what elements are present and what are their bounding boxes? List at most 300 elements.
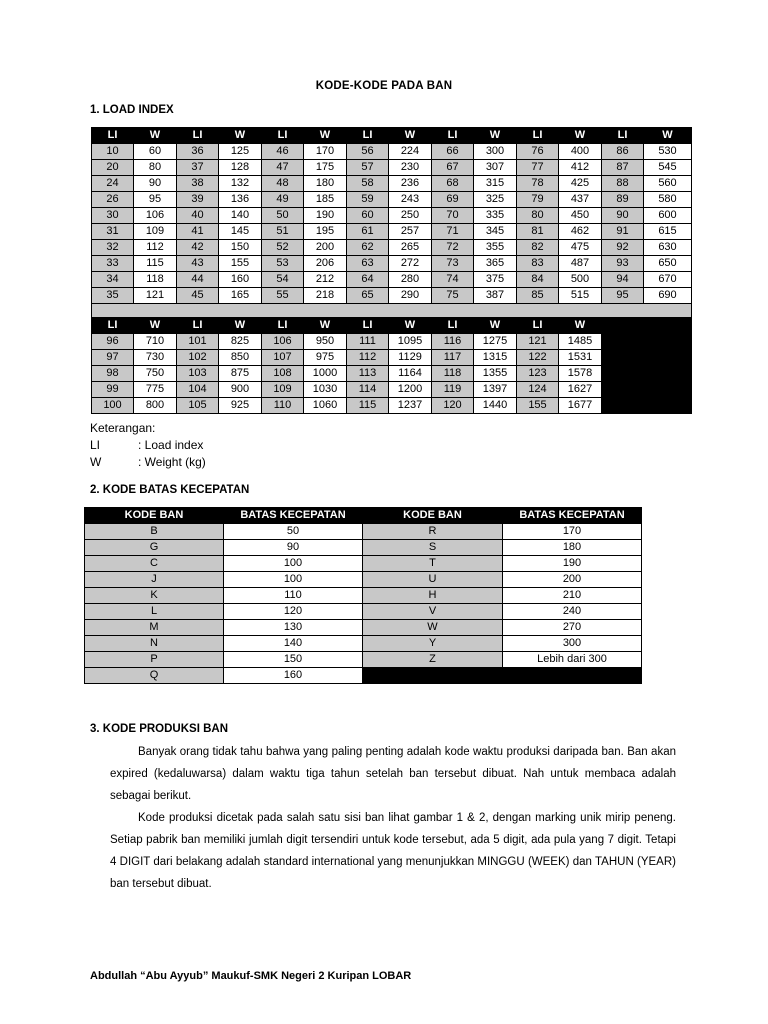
weight-cell: 800 <box>134 398 177 414</box>
load-index-cell: 42 <box>177 240 219 256</box>
speed-limit-cell: 100 <box>224 572 363 588</box>
weight-cell: 710 <box>134 334 177 350</box>
keterangan-item <box>90 454 206 471</box>
load-index-cell: 34 <box>92 272 134 288</box>
weight-cell: 118 <box>134 272 177 288</box>
weight-cell: 690 <box>644 288 692 304</box>
keterangan-key: LI <box>90 438 101 452</box>
load-index-cell: 86 <box>602 144 644 160</box>
weight-cell: 900 <box>219 382 262 398</box>
weight-cell: 180 <box>304 176 347 192</box>
column-header-w: W <box>389 128 432 144</box>
weight-cell: 257 <box>389 224 432 240</box>
speed-limit-cell: 120 <box>224 604 363 620</box>
speed-code-cell: N <box>85 636 224 652</box>
weight-cell: 280 <box>389 272 432 288</box>
column-header-w: W <box>559 128 602 144</box>
speed-limit-cell: 270 <box>503 620 642 636</box>
table-row <box>85 604 642 620</box>
load-index-cell: 84 <box>517 272 559 288</box>
table-row <box>85 588 642 604</box>
load-index-cell: 74 <box>432 272 474 288</box>
weight-cell: 412 <box>559 160 602 176</box>
page-title: KODE-KODE PADA BAN <box>315 80 453 92</box>
load-index-cell: 46 <box>262 144 304 160</box>
weight-cell: 265 <box>389 240 432 256</box>
weight-cell: 136 <box>219 192 262 208</box>
load-index-cell: 99 <box>92 382 134 398</box>
load-index-cell: 91 <box>602 224 644 240</box>
load-index-cell: 105 <box>177 398 219 414</box>
weight-cell: 545 <box>644 160 692 176</box>
weight-cell: 109 <box>134 224 177 240</box>
load-index-cell: 30 <box>92 208 134 224</box>
speed-limit-cell: 110 <box>224 588 363 604</box>
speed-limit-cell: 90 <box>224 540 363 556</box>
load-index-cell: 79 <box>517 192 559 208</box>
load-index-cell: 82 <box>517 240 559 256</box>
paragraph-1: Banyak orang tidak tahu bahwa yang paling penting adalah kode waktu produksi daripada ban. Ban akan expired (kedaluwarsa) dalam waktu tiga tahun setelah ban tersebut dibuat. Nah untuk membaca adalah sebagai berikut. <box>110 746 676 802</box>
load-index-cell: 67 <box>432 160 474 176</box>
load-index-cell: 83 <box>517 256 559 272</box>
table-row <box>92 288 692 304</box>
weight-cell: 1129 <box>389 350 432 366</box>
load-index-cell: 102 <box>177 350 219 366</box>
table-row <box>92 144 692 160</box>
load-index-cell: 58 <box>347 176 389 192</box>
table-row <box>85 540 642 556</box>
speed-code-cell: S <box>363 540 503 556</box>
blank-black-cell <box>602 334 692 414</box>
load-index-cell: 103 <box>177 366 219 382</box>
weight-cell: 530 <box>644 144 692 160</box>
load-index-cell: 68 <box>432 176 474 192</box>
load-index-cell: 118 <box>432 366 474 382</box>
load-index-cell: 50 <box>262 208 304 224</box>
weight-cell: 165 <box>219 288 262 304</box>
column-header-w: W <box>474 128 517 144</box>
load-index-cell: 31 <box>92 224 134 240</box>
load-index-cell: 106 <box>262 334 304 350</box>
weight-cell: 1164 <box>389 366 432 382</box>
load-index-cell: 62 <box>347 240 389 256</box>
speed-code-cell: P <box>85 652 224 668</box>
table-row <box>85 668 642 684</box>
weight-cell: 387 <box>474 288 517 304</box>
speed-limit-cell: 50 <box>224 524 363 540</box>
load-index-cell: 35 <box>92 288 134 304</box>
load-index-cell: 75 <box>432 288 474 304</box>
column-header-w: W <box>134 128 177 144</box>
weight-cell: 145 <box>219 224 262 240</box>
load-index-cell: 73 <box>432 256 474 272</box>
weight-cell: 170 <box>304 144 347 160</box>
load-index-cell: 33 <box>92 256 134 272</box>
column-header-li: LI <box>347 318 389 334</box>
speed-code-cell: T <box>363 556 503 572</box>
column-header-li: LI <box>517 318 559 334</box>
weight-cell: 630 <box>644 240 692 256</box>
column-header-w: W <box>474 318 517 334</box>
load-index-cell: 32 <box>92 240 134 256</box>
weight-cell: 1627 <box>559 382 602 398</box>
load-index-cell: 94 <box>602 272 644 288</box>
load-index-cell: 90 <box>602 208 644 224</box>
weight-cell: 615 <box>644 224 692 240</box>
weight-cell: 160 <box>219 272 262 288</box>
load-index-cell: 108 <box>262 366 304 382</box>
weight-cell: 475 <box>559 240 602 256</box>
load-index-cell: 122 <box>517 350 559 366</box>
weight-cell: 1397 <box>474 382 517 398</box>
speed-limit-cell: 130 <box>224 620 363 636</box>
speed-code-cell: C <box>85 556 224 572</box>
blank-header-cell <box>644 318 692 334</box>
keterangan-label: Keterangan: <box>90 421 156 435</box>
weight-cell: 600 <box>644 208 692 224</box>
load-index-cell: 57 <box>347 160 389 176</box>
load-index-cell: 77 <box>517 160 559 176</box>
speed-code-cell: J <box>85 572 224 588</box>
paragraph-2: Kode produksi dicetak pada salah satu sisi ban lihat gambar 1 & 2, dengan marking unik mirip peneng. Setiap pabrik ban memiliki jumlah digit tersendiri untuk kode tersebut, ada 5 digit, ada pula yang 7 digit. Tetapi 4 DIGIT dari belakang adalah standard international yang menunjukkan MINGGU (WEEK) dan TAHUN (YEAR) ban tersebut dibuat. <box>110 812 676 890</box>
weight-cell: 236 <box>389 176 432 192</box>
weight-cell: 230 <box>389 160 432 176</box>
weight-cell: 90 <box>134 176 177 192</box>
weight-cell: 825 <box>219 334 262 350</box>
weight-cell: 375 <box>474 272 517 288</box>
weight-cell: 121 <box>134 288 177 304</box>
spacer-row <box>92 304 692 318</box>
speed-code-cell: W <box>363 620 503 636</box>
speed-code-cell: Q <box>85 668 224 684</box>
column-header-w: W <box>134 318 177 334</box>
weight-cell: 1355 <box>474 366 517 382</box>
weight-cell: 325 <box>474 192 517 208</box>
weight-cell: 365 <box>474 256 517 272</box>
column-header-li: LI <box>432 128 474 144</box>
column-header-li: LI <box>92 318 134 334</box>
load-index-cell: 95 <box>602 288 644 304</box>
load-index-cell: 101 <box>177 334 219 350</box>
load-index-cell: 37 <box>177 160 219 176</box>
speed-limit-cell: 300 <box>503 636 642 652</box>
weight-cell: 155 <box>219 256 262 272</box>
load-index-cell: 117 <box>432 350 474 366</box>
column-header-w: W <box>304 318 347 334</box>
column-header: BATAS KECEPATAN <box>503 508 642 524</box>
column-header-li: LI <box>432 318 474 334</box>
weight-cell: 60 <box>134 144 177 160</box>
load-index-cell: 39 <box>177 192 219 208</box>
load-index-cell: 155 <box>517 398 559 414</box>
load-index-cell: 36 <box>177 144 219 160</box>
weight-cell: 875 <box>219 366 262 382</box>
load-index-cell: 44 <box>177 272 219 288</box>
weight-cell: 1578 <box>559 366 602 382</box>
column-header-li: LI <box>92 128 134 144</box>
speed-code-cell: K <box>85 588 224 604</box>
table-row <box>85 636 642 652</box>
load-index-cell: 66 <box>432 144 474 160</box>
table-row <box>92 224 692 240</box>
weight-cell: 925 <box>219 398 262 414</box>
load-index-cell: 76 <box>517 144 559 160</box>
load-index-cell: 71 <box>432 224 474 240</box>
load-index-cell: 104 <box>177 382 219 398</box>
load-index-cell: 45 <box>177 288 219 304</box>
speed-code-cell: R <box>363 524 503 540</box>
speed-code-cell: M <box>85 620 224 636</box>
load-index-cell: 24 <box>92 176 134 192</box>
weight-cell: 335 <box>474 208 517 224</box>
load-index-cell: 52 <box>262 240 304 256</box>
load-index-cell: 100 <box>92 398 134 414</box>
speed-code-cell: U <box>363 572 503 588</box>
weight-cell: 1275 <box>474 334 517 350</box>
weight-cell: 775 <box>134 382 177 398</box>
load-index-cell: 98 <box>92 366 134 382</box>
speed-limit-cell: 100 <box>224 556 363 572</box>
weight-cell: 500 <box>559 272 602 288</box>
load-index-cell: 20 <box>92 160 134 176</box>
table-row <box>85 556 642 572</box>
weight-cell: 850 <box>219 350 262 366</box>
load-index-cell: 78 <box>517 176 559 192</box>
weight-cell: 1485 <box>559 334 602 350</box>
load-index-cell: 53 <box>262 256 304 272</box>
load-index-cell: 40 <box>177 208 219 224</box>
load-index-cell: 48 <box>262 176 304 192</box>
weight-cell: 515 <box>559 288 602 304</box>
speed-limit-cell: 170 <box>503 524 642 540</box>
load-index-cell: 80 <box>517 208 559 224</box>
load-index-cell: 43 <box>177 256 219 272</box>
speed-header-row <box>85 508 642 524</box>
load-index-cell: 111 <box>347 334 389 350</box>
weight-cell: 315 <box>474 176 517 192</box>
section-heading-production: 3. KODE PRODUKSI BAN <box>90 723 229 735</box>
load-index-cell: 116 <box>432 334 474 350</box>
table-row <box>85 572 642 588</box>
keterangan-desc: : Load index <box>138 438 204 452</box>
weight-cell: 1315 <box>474 350 517 366</box>
speed-code-cell: Y <box>363 636 503 652</box>
speed-code-cell: B <box>85 524 224 540</box>
footer-author: Abdullah “Abu Ayyub” Maukuf-SMK Negeri 2 Kuripan LOBAR <box>90 970 412 982</box>
weight-cell: 560 <box>644 176 692 192</box>
weight-cell: 224 <box>389 144 432 160</box>
speed-code-cell: L <box>85 604 224 620</box>
table-row <box>92 160 692 176</box>
load-index-cell: 112 <box>347 350 389 366</box>
section-heading-load-index: 1. LOAD INDEX <box>90 104 174 116</box>
weight-cell: 185 <box>304 192 347 208</box>
speed-code-cell: H <box>363 588 503 604</box>
weight-cell: 150 <box>219 240 262 256</box>
load-index-cell: 72 <box>432 240 474 256</box>
weight-cell: 175 <box>304 160 347 176</box>
weight-cell: 400 <box>559 144 602 160</box>
speed-code-cell: Z <box>363 652 503 668</box>
table-row <box>92 176 692 192</box>
load-index-cell: 10 <box>92 144 134 160</box>
load-index-cell: 109 <box>262 382 304 398</box>
speed-code-cell: V <box>363 604 503 620</box>
weight-cell: 1030 <box>304 382 347 398</box>
load-index-cell: 89 <box>602 192 644 208</box>
weight-cell: 200 <box>304 240 347 256</box>
column-header-li: LI <box>602 128 644 144</box>
table-row <box>85 524 642 540</box>
column-header-li: LI <box>177 128 219 144</box>
column-header-li: LI <box>262 128 304 144</box>
weight-cell: 670 <box>644 272 692 288</box>
load-index-cell: 26 <box>92 192 134 208</box>
speed-limit-cell: 160 <box>224 668 363 684</box>
load-index-cell: 85 <box>517 288 559 304</box>
weight-cell: 243 <box>389 192 432 208</box>
load-index-cell: 59 <box>347 192 389 208</box>
speed-code-table <box>84 507 642 684</box>
weight-cell: 650 <box>644 256 692 272</box>
column-header-w: W <box>304 128 347 144</box>
load-index-cell: 93 <box>602 256 644 272</box>
load-index-cell: 92 <box>602 240 644 256</box>
weight-cell: 450 <box>559 208 602 224</box>
spacer-cell <box>92 304 692 318</box>
table-row <box>85 652 642 668</box>
keterangan-item <box>90 437 206 454</box>
load-index-cell: 96 <box>92 334 134 350</box>
speed-limit-cell: 190 <box>503 556 642 572</box>
load-index-cell: 119 <box>432 382 474 398</box>
load-index-cell: 38 <box>177 176 219 192</box>
table-row <box>92 208 692 224</box>
weight-cell: 128 <box>219 160 262 176</box>
weight-cell: 1531 <box>559 350 602 366</box>
load-index-cell: 64 <box>347 272 389 288</box>
column-header: KODE BAN <box>363 508 503 524</box>
section-heading-speed: 2. KODE BATAS KECEPATAN <box>90 484 250 496</box>
weight-cell: 212 <box>304 272 347 288</box>
weight-cell: 1440 <box>474 398 517 414</box>
load-index-cell: 51 <box>262 224 304 240</box>
load-index-cell: 69 <box>432 192 474 208</box>
table-row <box>92 334 692 350</box>
keterangan-desc: : Weight (kg) <box>138 455 206 469</box>
speed-limit-cell: 240 <box>503 604 642 620</box>
column-header-w: W <box>219 318 262 334</box>
load-index-cell: 123 <box>517 366 559 382</box>
weight-cell: 1677 <box>559 398 602 414</box>
weight-cell: 425 <box>559 176 602 192</box>
load-index-cell: 70 <box>432 208 474 224</box>
weight-cell: 1000 <box>304 366 347 382</box>
load-index-header-row <box>92 318 692 334</box>
weight-cell: 580 <box>644 192 692 208</box>
load-index-header-row <box>92 128 692 144</box>
keterangan <box>90 420 206 471</box>
load-index-cell: 41 <box>177 224 219 240</box>
weight-cell: 975 <box>304 350 347 366</box>
weight-cell: 290 <box>389 288 432 304</box>
load-index-cell: 121 <box>517 334 559 350</box>
load-index-cell: 61 <box>347 224 389 240</box>
weight-cell: 112 <box>134 240 177 256</box>
weight-cell: 80 <box>134 160 177 176</box>
table-row <box>92 256 692 272</box>
weight-cell: 730 <box>134 350 177 366</box>
table-row <box>92 240 692 256</box>
load-index-cell: 120 <box>432 398 474 414</box>
weight-cell: 462 <box>559 224 602 240</box>
load-index-cell: 60 <box>347 208 389 224</box>
keterangan-key: W <box>90 455 102 469</box>
load-index-cell: 47 <box>262 160 304 176</box>
table-row <box>92 192 692 208</box>
load-index-cell: 55 <box>262 288 304 304</box>
weight-cell: 300 <box>474 144 517 160</box>
load-index-cell: 87 <box>602 160 644 176</box>
column-header: KODE BAN <box>85 508 224 524</box>
load-index-cell: 110 <box>262 398 304 414</box>
load-index-cell: 124 <box>517 382 559 398</box>
load-index-cell: 115 <box>347 398 389 414</box>
load-index-cell: 97 <box>92 350 134 366</box>
speed-limit-cell: 180 <box>503 540 642 556</box>
weight-cell: 437 <box>559 192 602 208</box>
column-header-w: W <box>644 128 692 144</box>
column-header-w: W <box>219 128 262 144</box>
weight-cell: 487 <box>559 256 602 272</box>
load-index-table <box>91 127 692 414</box>
column-header-w: W <box>389 318 432 334</box>
weight-cell: 1060 <box>304 398 347 414</box>
weight-cell: 272 <box>389 256 432 272</box>
weight-cell: 750 <box>134 366 177 382</box>
load-index-cell: 88 <box>602 176 644 192</box>
weight-cell: 140 <box>219 208 262 224</box>
column-header-li: LI <box>517 128 559 144</box>
load-index-cell: 65 <box>347 288 389 304</box>
load-index-cell: 107 <box>262 350 304 366</box>
weight-cell: 345 <box>474 224 517 240</box>
weight-cell: 218 <box>304 288 347 304</box>
blank-header-cell <box>602 318 644 334</box>
weight-cell: 1200 <box>389 382 432 398</box>
weight-cell: 1095 <box>389 334 432 350</box>
column-header-w: W <box>559 318 602 334</box>
weight-cell: 1237 <box>389 398 432 414</box>
column-header-li: LI <box>347 128 389 144</box>
load-index-cell: 54 <box>262 272 304 288</box>
weight-cell: 190 <box>304 208 347 224</box>
weight-cell: 132 <box>219 176 262 192</box>
weight-cell: 125 <box>219 144 262 160</box>
weight-cell: 950 <box>304 334 347 350</box>
column-header-li: LI <box>177 318 219 334</box>
weight-cell: 195 <box>304 224 347 240</box>
weight-cell: 250 <box>389 208 432 224</box>
weight-cell: 115 <box>134 256 177 272</box>
speed-limit-cell: 210 <box>503 588 642 604</box>
table-row <box>92 272 692 288</box>
speed-limit-cell: Lebih dari 300 <box>503 652 642 668</box>
speed-code-cell: G <box>85 540 224 556</box>
speed-limit-cell: 150 <box>224 652 363 668</box>
weight-cell: 206 <box>304 256 347 272</box>
load-index-cell: 49 <box>262 192 304 208</box>
